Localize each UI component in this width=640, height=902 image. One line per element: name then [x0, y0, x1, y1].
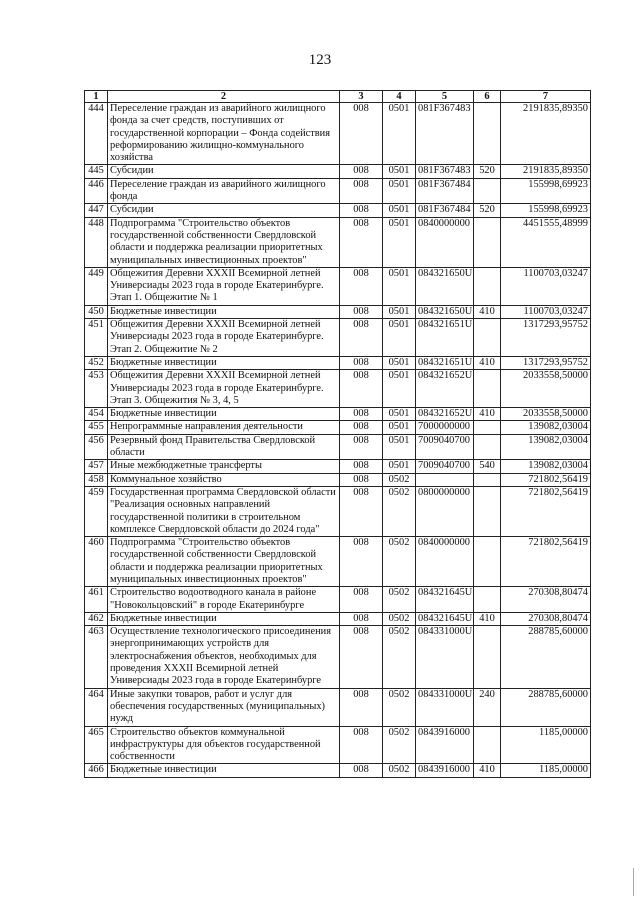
row-amount: 1185,00000 — [501, 726, 591, 764]
row-amount: 1185,00000 — [501, 764, 591, 777]
row-code-3: 008 — [340, 319, 383, 357]
row-expense-type — [474, 319, 501, 357]
row-expense-type — [474, 537, 501, 587]
row-code-3: 008 — [340, 587, 383, 613]
row-number: 450 — [85, 305, 108, 318]
row-section: 0502 — [383, 726, 416, 764]
row-target-article: 0800000000 — [416, 486, 474, 536]
row-number: 452 — [85, 356, 108, 369]
row-name: Подпрограмма "Строительство объектов государственной собственности Свердловской области и поддержка реализации приоритетных муниципальных инвестиционных проектов" — [108, 537, 340, 587]
table-row — [85, 165, 591, 178]
row-amount: 1317293,95752 — [501, 319, 591, 357]
row-name: Резервный фонд Правительства Свердловской области — [108, 434, 340, 460]
row-number: 445 — [85, 165, 108, 178]
header-col-3: 3 — [340, 91, 383, 103]
row-section: 0502 — [383, 473, 416, 486]
row-number: 449 — [85, 267, 108, 305]
row-amount: 1317293,95752 — [501, 356, 591, 369]
row-expense-type — [474, 726, 501, 764]
row-target-article: 0840000000 — [416, 537, 474, 587]
row-section: 0502 — [383, 764, 416, 777]
table-row — [85, 267, 591, 305]
row-expense-type: 410 — [474, 356, 501, 369]
row-code-3: 008 — [340, 473, 383, 486]
row-amount: 155998,69923 — [501, 178, 591, 204]
table-row — [85, 356, 591, 369]
row-code-3: 008 — [340, 370, 383, 408]
row-section: 0501 — [383, 267, 416, 305]
row-section: 0501 — [383, 103, 416, 165]
row-code-3: 008 — [340, 688, 383, 726]
row-name: Переселение граждан из аварийного жилищного фонда за счет средств, поступивших от государственной корпорации – Фонда содействия реформированию жилищно-коммунального хозяйства — [108, 103, 340, 165]
row-code-3: 008 — [340, 356, 383, 369]
row-section: 0502 — [383, 688, 416, 726]
row-name: Коммунальное хозяйство — [108, 473, 340, 486]
table-row — [85, 688, 591, 726]
row-expense-type: 410 — [474, 764, 501, 777]
row-target-article: 0843916000 — [416, 764, 474, 777]
table-body — [85, 103, 591, 778]
row-number: 463 — [85, 626, 108, 688]
row-number: 457 — [85, 460, 108, 473]
row-target-article: 081F367483 — [416, 165, 474, 178]
row-code-3: 008 — [340, 165, 383, 178]
row-section: 0501 — [383, 178, 416, 204]
row-code-3: 008 — [340, 178, 383, 204]
row-section: 0501 — [383, 305, 416, 318]
row-code-3: 008 — [340, 305, 383, 318]
row-number: 466 — [85, 764, 108, 777]
row-section: 0501 — [383, 319, 416, 357]
header-col-7: 7 — [501, 91, 591, 103]
table-row — [85, 726, 591, 764]
row-target-article: 084321650U — [416, 305, 474, 318]
row-target-article: 081F367484 — [416, 204, 474, 217]
table-row — [85, 537, 591, 587]
row-expense-type: 540 — [474, 460, 501, 473]
row-name: Субсидии — [108, 204, 340, 217]
table-row — [85, 204, 591, 217]
row-target-article: 084321652U — [416, 370, 474, 408]
row-target-article: 084331000U — [416, 688, 474, 726]
table-row — [85, 612, 591, 625]
table-row — [85, 421, 591, 434]
page-number: 123 — [308, 52, 332, 68]
row-number: 461 — [85, 587, 108, 613]
row-target-article: 7009040700 — [416, 460, 474, 473]
row-name: Непрограммные направления деятельности — [108, 421, 340, 434]
row-target-article: 084321652U — [416, 408, 474, 421]
row-number: 459 — [85, 486, 108, 536]
row-name: Бюджетные инвестиции — [108, 764, 340, 777]
row-name: Бюджетные инвестиции — [108, 305, 340, 318]
table-row — [85, 370, 591, 408]
row-code-3: 008 — [340, 434, 383, 460]
row-expense-type: 240 — [474, 688, 501, 726]
row-name: Бюджетные инвестиции — [108, 408, 340, 421]
row-section: 0502 — [383, 612, 416, 625]
row-number: 447 — [85, 204, 108, 217]
row-section: 0502 — [383, 587, 416, 613]
row-amount: 721802,56419 — [501, 486, 591, 536]
row-code-3: 008 — [340, 217, 383, 267]
table-row — [85, 305, 591, 318]
scan-edge-mark — [633, 868, 636, 896]
row-number: 448 — [85, 217, 108, 267]
table-row — [85, 626, 591, 688]
row-expense-type — [474, 473, 501, 486]
row-code-3: 008 — [340, 204, 383, 217]
row-amount: 2191835,89350 — [501, 103, 591, 165]
row-code-3: 008 — [340, 421, 383, 434]
row-number: 460 — [85, 537, 108, 587]
header-col-6: 6 — [474, 91, 501, 103]
row-amount: 288785,60000 — [501, 626, 591, 688]
row-code-3: 008 — [340, 612, 383, 625]
row-amount: 139082,03004 — [501, 434, 591, 460]
row-number: 465 — [85, 726, 108, 764]
row-number: 446 — [85, 178, 108, 204]
row-code-3: 008 — [340, 486, 383, 536]
table-row — [85, 408, 591, 421]
row-code-3: 008 — [340, 408, 383, 421]
row-amount: 270308,80474 — [501, 612, 591, 625]
table-row — [85, 764, 591, 777]
row-name: Переселение граждан из аварийного жилищного фонда — [108, 178, 340, 204]
row-section: 0501 — [383, 421, 416, 434]
row-name: Строительство водоотводного канала в районе "Новокольцовский" в городе Екатеринбурге — [108, 587, 340, 613]
row-expense-type: 410 — [474, 305, 501, 318]
row-code-3: 008 — [340, 537, 383, 587]
row-target-article: 084321651U — [416, 356, 474, 369]
row-number: 451 — [85, 319, 108, 357]
row-target-article: 084321645U — [416, 587, 474, 613]
table-row — [85, 434, 591, 460]
row-number: 454 — [85, 408, 108, 421]
row-expense-type — [474, 434, 501, 460]
row-expense-type — [474, 421, 501, 434]
row-number: 444 — [85, 103, 108, 165]
row-section: 0501 — [383, 434, 416, 460]
table-row — [85, 178, 591, 204]
table-row — [85, 319, 591, 357]
row-name: Иные межбюджетные трансферты — [108, 460, 340, 473]
row-code-3: 008 — [340, 764, 383, 777]
row-section: 0501 — [383, 460, 416, 473]
row-expense-type — [474, 370, 501, 408]
row-target-article: 084321651U — [416, 319, 474, 357]
row-amount: 721802,56419 — [501, 473, 591, 486]
row-amount: 2191835,89350 — [501, 165, 591, 178]
row-amount: 139082,03004 — [501, 421, 591, 434]
row-name: Общежития Деревни XXXII Всемирной летней Универсиады 2023 года в городе Екатеринбурге. Этап 1. Общежитие № 1 — [108, 267, 340, 305]
row-section: 0501 — [383, 408, 416, 421]
row-amount: 270308,80474 — [501, 587, 591, 613]
row-section: 0501 — [383, 370, 416, 408]
row-amount: 4451555,48999 — [501, 217, 591, 267]
row-name: Общежития Деревни XXXII Всемирной летней Универсиады 2023 года в городе Екатеринбурге. Этап 2. Общежитие № 2 — [108, 319, 340, 357]
row-number: 464 — [85, 688, 108, 726]
row-target-article: 084331000U — [416, 626, 474, 688]
row-number: 456 — [85, 434, 108, 460]
row-name: Субсидии — [108, 165, 340, 178]
row-expense-type — [474, 267, 501, 305]
row-target-article: 084321650U — [416, 267, 474, 305]
header-col-1: 1 — [85, 91, 108, 103]
row-target-article: 081F367483 — [416, 103, 474, 165]
row-section: 0502 — [383, 537, 416, 587]
budget-table — [84, 90, 591, 778]
row-name: Иные закупки товаров, работ и услуг для обеспечения государственных (муниципальных) нужд — [108, 688, 340, 726]
row-section: 0501 — [383, 204, 416, 217]
row-amount: 155998,69923 — [501, 204, 591, 217]
row-expense-type — [474, 103, 501, 165]
row-expense-type: 410 — [474, 612, 501, 625]
row-number: 453 — [85, 370, 108, 408]
row-code-3: 008 — [340, 460, 383, 473]
row-name: Общежития Деревни XXXII Всемирной летней Универсиады 2023 года в городе Екатеринбурге. Этап 3. Общежития № 3, 4, 5 — [108, 370, 340, 408]
row-target-article: 0840000000 — [416, 217, 474, 267]
row-expense-type — [474, 626, 501, 688]
header-col-4: 4 — [383, 91, 416, 103]
row-name: Подпрограмма "Строительство объектов государственной собственности Свердловской области и поддержка реализации приоритетных муниципальных инвестиционных проектов" — [108, 217, 340, 267]
row-expense-type — [474, 587, 501, 613]
table-row — [85, 460, 591, 473]
row-amount: 721802,56419 — [501, 537, 591, 587]
row-number: 458 — [85, 473, 108, 486]
row-expense-type — [474, 178, 501, 204]
row-expense-type: 520 — [474, 165, 501, 178]
row-code-3: 008 — [340, 626, 383, 688]
row-section: 0502 — [383, 626, 416, 688]
table-header-row — [85, 91, 591, 103]
row-section: 0502 — [383, 486, 416, 536]
row-name: Бюджетные инвестиции — [108, 612, 340, 625]
row-expense-type: 520 — [474, 204, 501, 217]
row-name: Осуществление технологического присоединения энергопринимающих устройств для электроснабжения объектов, необходимых для проведения XXXII Всемирной летней Универсиады 2023 года в городе Екатеринбурге — [108, 626, 340, 688]
row-code-3: 008 — [340, 267, 383, 305]
table-row — [85, 217, 591, 267]
table-row — [85, 486, 591, 536]
row-amount: 1100703,03247 — [501, 305, 591, 318]
row-name: Государственная программа Свердловской области "Реализация основных направлений государственной политики в строительном комплексе Свердловской области до 2024 года" — [108, 486, 340, 536]
row-name: Строительство объектов коммунальной инфраструктуры для объектов государственной собственности — [108, 726, 340, 764]
row-section: 0501 — [383, 165, 416, 178]
table-row — [85, 587, 591, 613]
row-section: 0501 — [383, 356, 416, 369]
row-amount: 2033558,50000 — [501, 370, 591, 408]
row-target-article: 084321645U — [416, 612, 474, 625]
row-number: 455 — [85, 421, 108, 434]
row-code-3: 008 — [340, 726, 383, 764]
row-target-article: 0843916000 — [416, 726, 474, 764]
row-amount: 288785,60000 — [501, 688, 591, 726]
row-target-article — [416, 473, 474, 486]
header-col-5: 5 — [416, 91, 474, 103]
row-number: 462 — [85, 612, 108, 625]
table-row — [85, 103, 591, 165]
row-target-article: 7009040700 — [416, 434, 474, 460]
row-expense-type — [474, 217, 501, 267]
row-amount: 1100703,03247 — [501, 267, 591, 305]
row-expense-type: 410 — [474, 408, 501, 421]
row-name: Бюджетные инвестиции — [108, 356, 340, 369]
row-amount: 2033558,50000 — [501, 408, 591, 421]
row-code-3: 008 — [340, 103, 383, 165]
row-target-article: 081F367484 — [416, 178, 474, 204]
header-col-2: 2 — [108, 91, 340, 103]
row-section: 0501 — [383, 217, 416, 267]
row-target-article: 7000000000 — [416, 421, 474, 434]
row-expense-type — [474, 486, 501, 536]
table-row — [85, 473, 591, 486]
row-amount: 139082,03004 — [501, 460, 591, 473]
